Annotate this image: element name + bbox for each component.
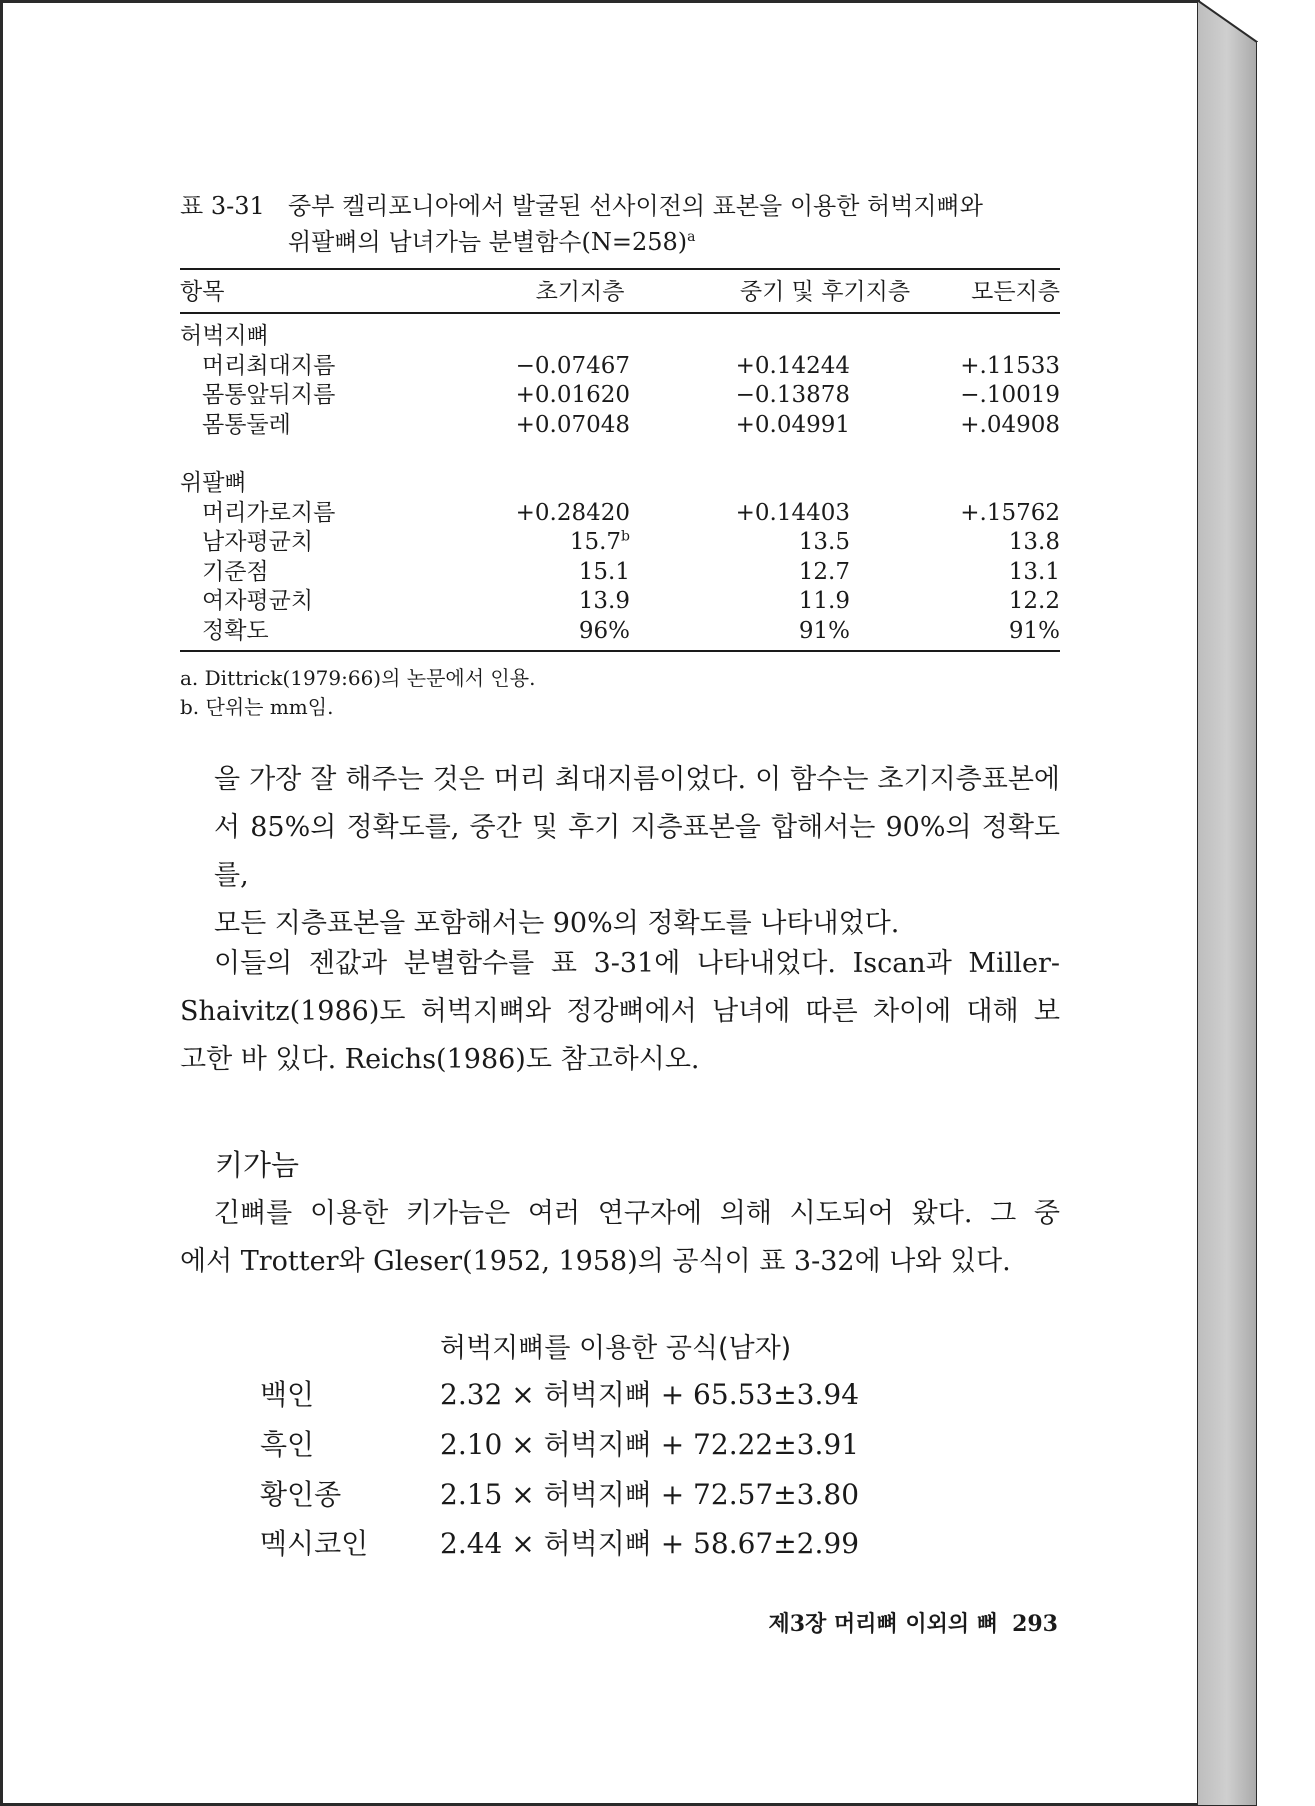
paragraph-references — [180, 940, 1060, 1084]
table-row — [180, 381, 1060, 411]
cell-early: +0.07048 — [515, 411, 630, 438]
formula-group: 흑인 — [260, 1428, 315, 1461]
table-row — [180, 499, 1060, 529]
cell-mid: 12.7 — [798, 558, 850, 585]
formula-group: 멕시코인 — [260, 1527, 369, 1560]
cell-mid: 91% — [798, 617, 850, 644]
table-header-row — [180, 272, 1060, 312]
table-bottom-rule — [180, 650, 1060, 652]
formula-expression: 2.32 × 허벅지뼈 + 65.53±3.94 — [440, 1378, 860, 1411]
cell-mid: +0.14244 — [735, 352, 850, 379]
cell-mid: +0.14403 — [735, 499, 850, 526]
cell-early: 96% — [578, 617, 630, 644]
footnote-b: b. 단위는 mm임. — [180, 695, 334, 719]
footnote-a: a. Dittrick(1979:66)의 논문에서 인용. — [180, 666, 536, 690]
paragraph-accuracy — [180, 756, 1060, 948]
formula-expression: 2.44 × 허벅지뼈 + 58.67±2.99 — [440, 1527, 860, 1560]
table-top-rule — [180, 268, 1060, 270]
header-item: 항목 — [180, 279, 225, 305]
paragraph-line: 고한 바 있다. Reichs(1986)도 참고하시오. — [180, 1044, 700, 1075]
group-label: 허벅지뼈 — [180, 323, 269, 349]
formula-expression: 2.10 × 허벅지뼈 + 72.22±3.91 — [440, 1428, 860, 1461]
cell-mid: 13.5 — [798, 529, 850, 555]
paragraph-line: 서 85%의 정확도를, 중간 및 후기 지층표본을 합해서는 90%의 정확도를, — [214, 812, 1060, 891]
row-label: 남자평균치 — [202, 529, 314, 555]
caption-note-mark: a — [687, 229, 696, 245]
paragraph-line: 에서 Trotter와 Gleser(1952, 1958)의 공식이 표 3-32에 나와 있다. — [180, 1246, 1011, 1277]
table-row — [180, 617, 1060, 647]
cell-all: −.10019 — [960, 382, 1060, 408]
unit-note-mark: b — [621, 528, 630, 545]
page-number: 293 — [1012, 1611, 1058, 1637]
discriminant-table — [180, 272, 1060, 646]
cell-early: +0.01620 — [515, 382, 630, 408]
table-row — [180, 411, 1060, 441]
cell-early: 15.1 — [578, 558, 630, 585]
section-heading: 키가늠 — [215, 1148, 300, 1182]
header-all: 모든지층 — [971, 279, 1060, 305]
paragraph-line: 모든 지층표본을 포함해서는 90%의 정확도를 나타내었다. — [214, 908, 900, 939]
formula-group: 황인종 — [260, 1478, 342, 1511]
cell-early — [495, 528, 630, 558]
group-label: 위팔뼈 — [180, 470, 247, 496]
paragraph-line: 이들의 젠값과 분별함수를 표 3-31에 나타내었다. Iscan과 Miller- — [214, 948, 1060, 979]
cell-all: +.11533 — [960, 352, 1060, 379]
table-footnotes — [180, 664, 535, 722]
row-label: 여자평균치 — [202, 588, 314, 614]
cell-mid: +0.04991 — [735, 411, 850, 438]
paragraph-stature — [180, 1190, 1060, 1286]
cell-early: +0.28420 — [515, 499, 630, 526]
row-label: 기준점 — [202, 558, 269, 585]
group-label-femur — [180, 322, 1060, 352]
table-number: 표 3-31 — [180, 192, 265, 220]
cell-all: 91% — [1008, 617, 1060, 644]
paragraph-line: 긴뼈를 이용한 키가늠은 여러 연구자에 의해 시도되어 왔다. 그 중 — [214, 1198, 1060, 1229]
cell-all: 13.1 — [1008, 558, 1060, 585]
formula-expression: 2.15 × 허벅지뼈 + 72.57±3.80 — [440, 1478, 860, 1511]
cell-mid: 11.9 — [798, 588, 850, 614]
table-row — [180, 587, 1060, 617]
group-label-humerus — [180, 469, 1060, 499]
running-footer — [769, 1607, 1059, 1638]
table-row — [180, 352, 1060, 382]
cell-all: 13.8 — [1008, 529, 1060, 555]
formulas-title: 허벅지뼈를 이용한 공식(남자) — [440, 1333, 792, 1364]
table-caption — [180, 188, 983, 260]
chapter-title: 제3장 머리뼈 이외의 뼈 — [768, 1611, 999, 1637]
paragraph-line: Shaivitz(1986)도 허벅지뼈와 정강뼈에서 남녀에 따른 차이에 대해 보 — [180, 996, 1060, 1027]
table-row — [180, 558, 1060, 588]
cell-early: 13.9 — [578, 588, 630, 614]
cell-all: +.04908 — [960, 411, 1060, 438]
header-early: 초기지층 — [535, 279, 625, 305]
row-label: 정확도 — [202, 617, 269, 644]
cell-all: +.15762 — [960, 499, 1060, 526]
cell-all: 12.2 — [1008, 588, 1060, 614]
cell-early-value: 15.7 — [569, 529, 622, 555]
formula-group: 백인 — [260, 1378, 315, 1411]
row-label: 머리가로지름 — [202, 499, 336, 526]
row-label: 몸통앞뒤지름 — [202, 382, 336, 408]
caption-line-1: 중부 켈리포니아에서 발굴된 선사이전의 표본을 이용한 허벅지뼈와 — [288, 192, 983, 220]
header-mid-late: 중기 및 후기지층 — [739, 279, 911, 305]
cell-mid: −0.13878 — [735, 382, 850, 408]
caption-line-2: 위팔뼈의 남녀가늠 분별함수(N=258) — [288, 228, 688, 256]
book-edge — [1197, 0, 1315, 1806]
table-row — [180, 528, 1060, 558]
row-label: 몸통둘레 — [202, 411, 291, 438]
cell-early: −0.07467 — [515, 352, 630, 379]
row-label: 머리최대지름 — [202, 352, 336, 379]
paragraph-line: 을 가장 잘 해주는 것은 머리 최대지름이었다. 이 함수는 초기지층표본에 — [214, 764, 1060, 795]
